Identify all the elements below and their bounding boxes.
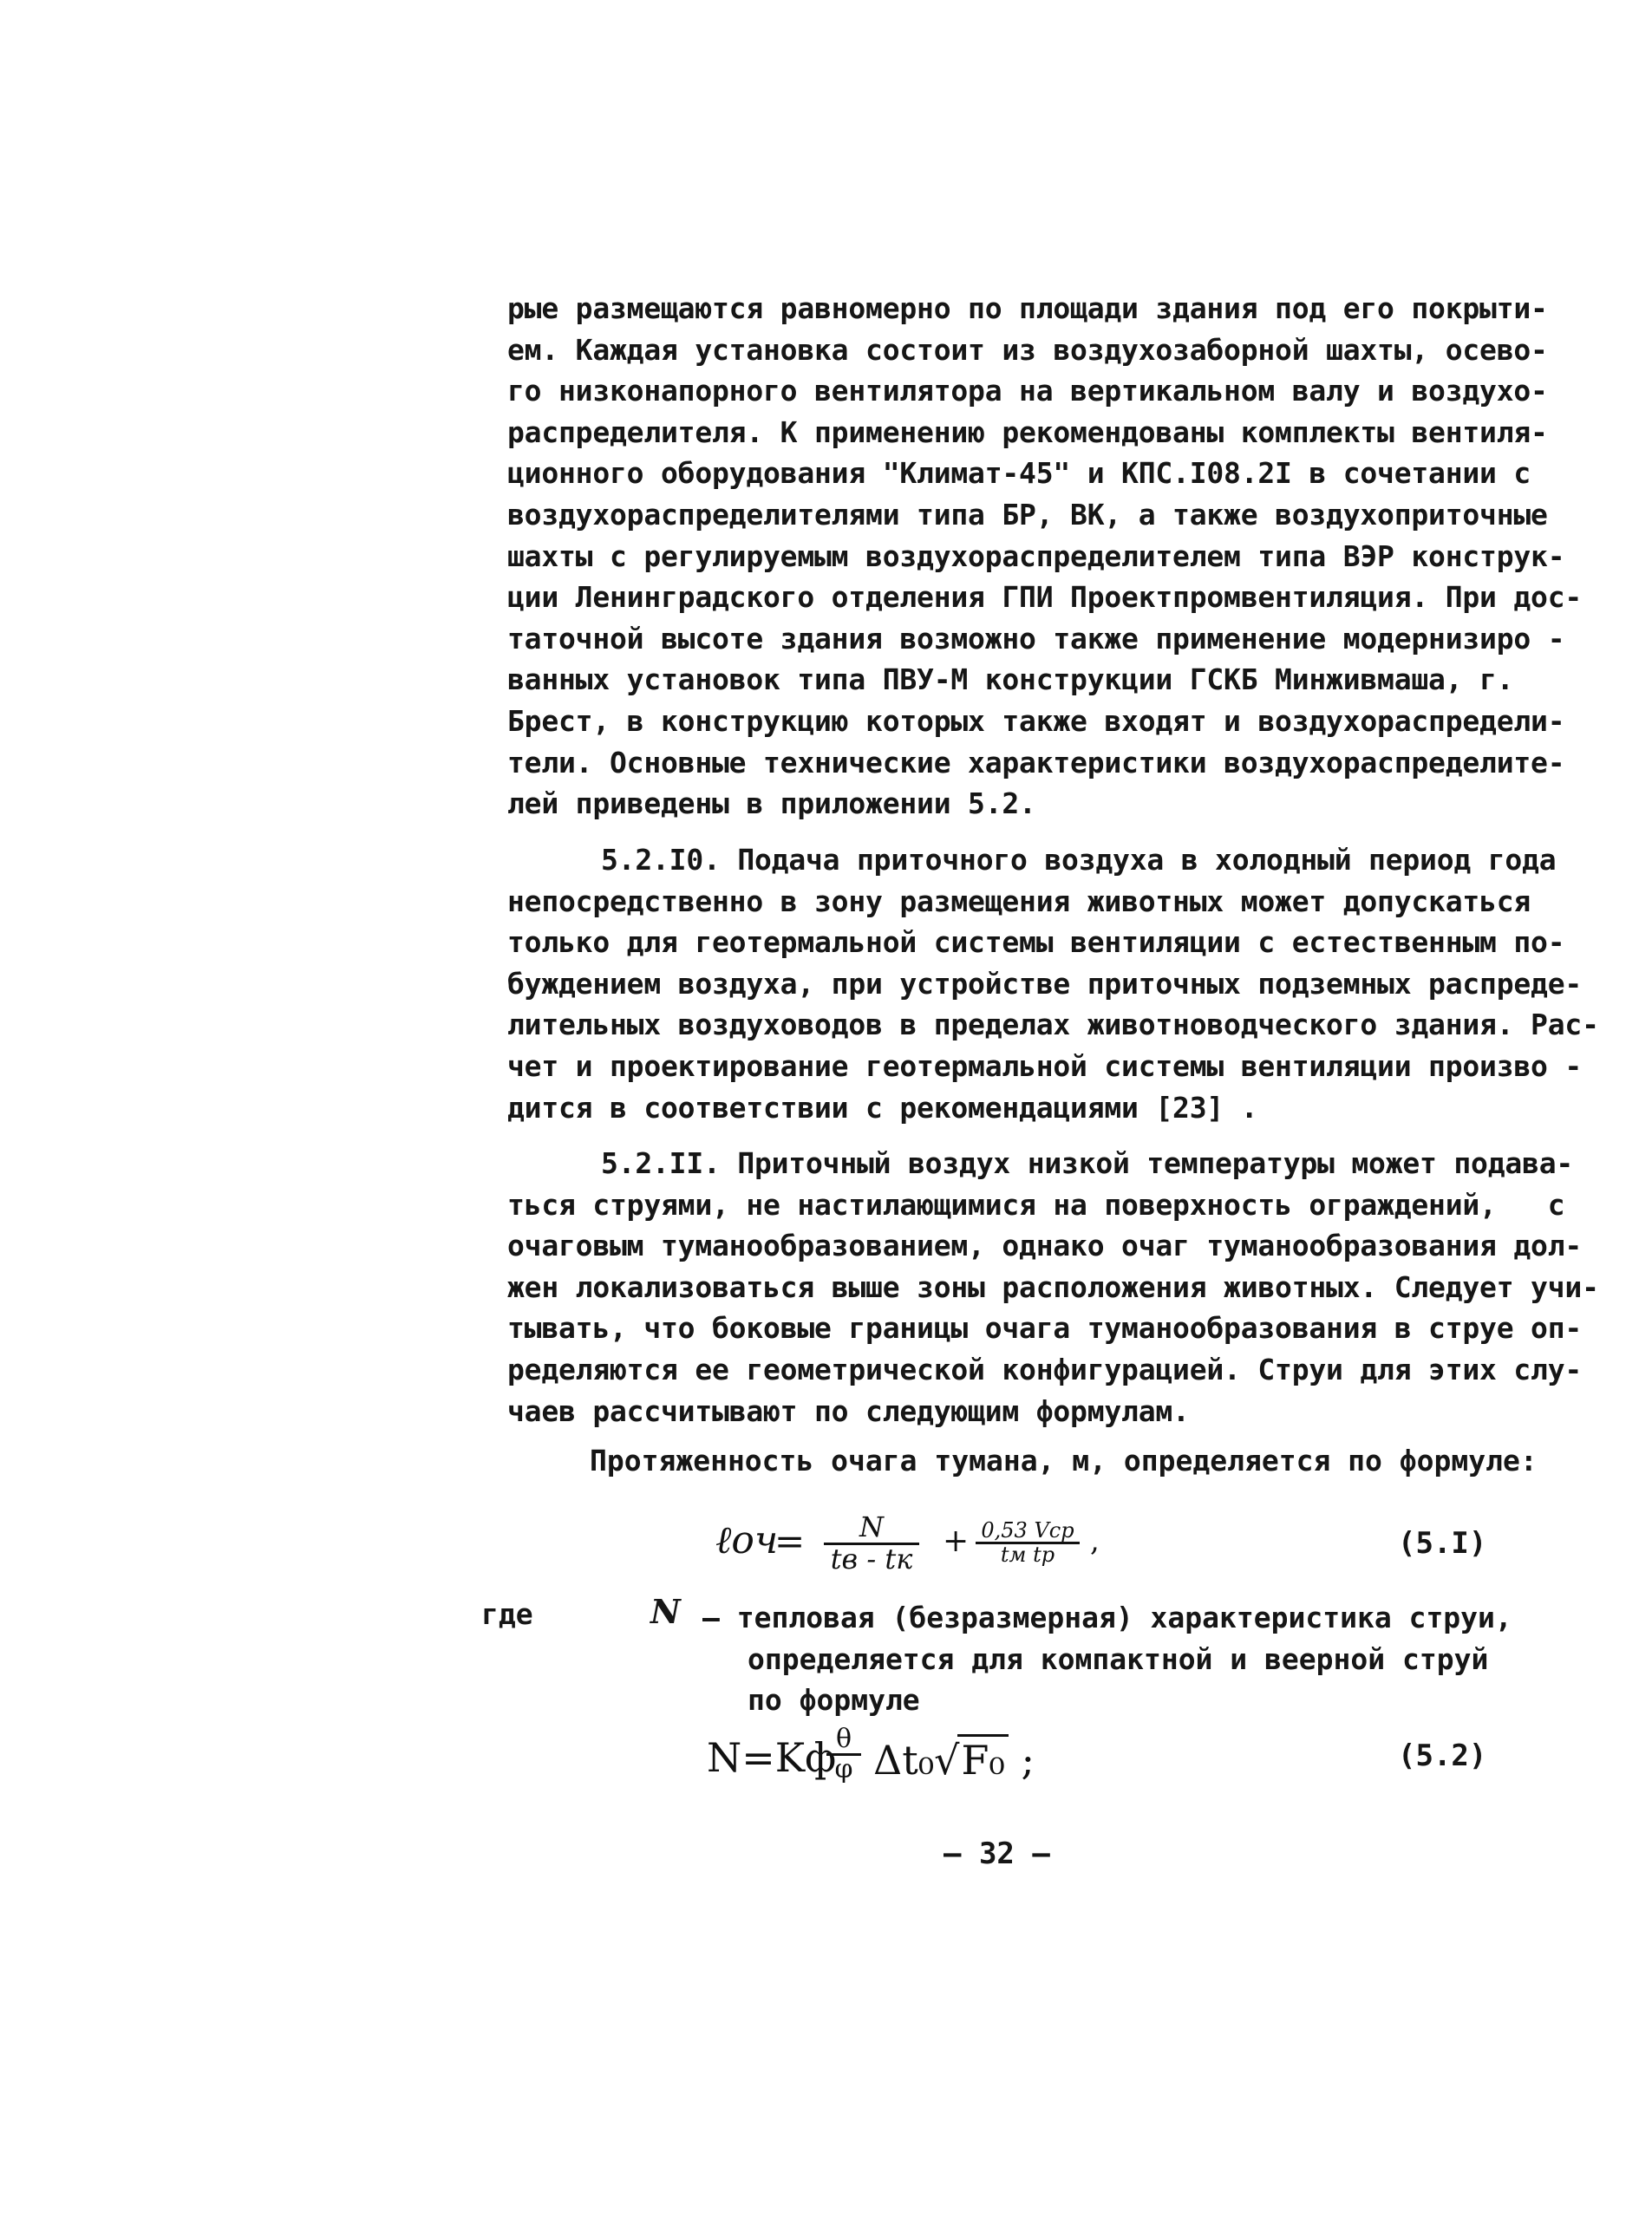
text-line: жен локализоваться выше зоны расположения животных. Следует учи- (507, 1269, 1599, 1304)
lead-paragraph (507, 288, 1583, 825)
section-5-2-11 (507, 1143, 1599, 1432)
section-heading-line: 5.2.II. Приточный воздух низкой температуры может подава- (601, 1146, 1574, 1180)
text-line: ться струями, не настилающимися на поверхность ограждений, с (507, 1187, 1565, 1222)
text-line: чаев рассчитывают по следующим формулам. (507, 1393, 1190, 1428)
fraction-numerator: 0,53 Vср (976, 1520, 1080, 1544)
section-5-2-10 (507, 839, 1599, 1128)
formula-trailing: , (1090, 1523, 1100, 1558)
text-line: воздухораспределителями типа БР, ВК, а также воздухоприточные (507, 497, 1548, 532)
formula-5-2 (707, 1725, 1071, 1812)
text-line: Брест, в конструкцию которых также входят и воздухораспредели- (507, 703, 1565, 738)
text-line: рые размещаются равномерно по площади здания под его покрыти- (507, 291, 1548, 325)
text-line: дится в соответствии с рекомендациями [23] . (507, 1090, 1258, 1125)
fraction-numerator: N (824, 1513, 919, 1545)
formula-equals: = (774, 1520, 806, 1562)
text-line: лей приведены в приложении 5.2. (507, 786, 1036, 821)
definition-line: определяется для компактной и веерной струй (748, 1641, 1489, 1676)
equation-number: (5.2) (1398, 1738, 1487, 1773)
formula-trailing: ; (1008, 1737, 1035, 1784)
formula-plus: + (943, 1523, 970, 1559)
text-line: очаговым туманообразованием, однако очаг туманообразования дол- (507, 1229, 1583, 1263)
fraction-denominator: tв - tк (830, 1542, 913, 1575)
formula-5-1 (715, 1510, 1201, 1591)
fraction-denominator: tм tр (1000, 1543, 1055, 1568)
where-word: где (481, 1597, 533, 1631)
text-line: лительных воздуховодов в пределах животноводческого здания. Рас- (507, 1008, 1599, 1042)
where-symbol: N (650, 1592, 681, 1631)
formula-lhs: N=Kф (707, 1734, 837, 1781)
formula-rhs (873, 1734, 1035, 1784)
fraction-numerator: θ (826, 1725, 861, 1756)
formula-fraction (826, 1725, 861, 1783)
text-line: ции Ленинградского отделения ГПИ Проектпромвентиляция. При дос- (507, 580, 1583, 615)
definition-line: по формуле (748, 1683, 920, 1718)
page-number: – 32 – (944, 1836, 1050, 1871)
fog-length-intro: Протяженность очага тумана, м, определяется по формуле: (590, 1444, 1538, 1478)
text-line: тывать, что боковые границы очага туманообразования в струе оп- (507, 1311, 1583, 1346)
where-definition (702, 1597, 1512, 1721)
text-line: распределителя. К применению рекомендованы комплекты вентиля- (507, 414, 1548, 449)
equation-number: (5.I) (1398, 1526, 1487, 1561)
text-line: ционного оборудования "Климат-45" и КПС.I08.2I в сочетании с (507, 456, 1531, 491)
text-line: го низконапорного вентилятора на вертикальном валу и воздухо- (507, 374, 1548, 408)
text-line: чет и проектирование геотермальной системы вентиляции произво - (507, 1048, 1583, 1083)
formula-fraction (976, 1520, 1080, 1566)
text-line: таточной высоте здания возможно также применение модернизиро - (507, 621, 1565, 656)
text-line: непосредственно в зону размещения животных может допускаться (507, 884, 1531, 918)
text-line: ванных установок типа ПВУ-М конструкции ГСКБ Минживмаша, г. (507, 662, 1514, 697)
text-line: ем. Каждая установка состоит из воздухозаборной шахты, осево- (507, 332, 1548, 367)
formula-lhs: ℓоч (715, 1518, 779, 1562)
text-line: буждением воздуха, при устройстве приточных подземных распреде- (507, 966, 1583, 1001)
text-line: только для геотермальной системы вентиляции с естественным по- (507, 925, 1565, 960)
section-heading-line: 5.2.I0. Подача приточного воздуха в холодный период года (601, 843, 1557, 877)
definition-line: – тепловая (безразмерная) характеристика струи, (702, 1601, 1512, 1634)
text-line: тели. Основные технические характеристики воздухораспределите- (507, 745, 1565, 780)
text-line: шахты с регулируемым воздухораспределителем типа ВЭР конструк- (507, 538, 1565, 573)
formula-fraction (824, 1510, 919, 1575)
sqrt-radicand: F₀ (957, 1734, 1008, 1784)
formula-mid: Δt₀√ (873, 1737, 960, 1784)
fraction-denominator: φ (834, 1753, 853, 1784)
text-line: ределяются ее геометрической конфигурацией. Струи для этих слу- (507, 1352, 1583, 1386)
